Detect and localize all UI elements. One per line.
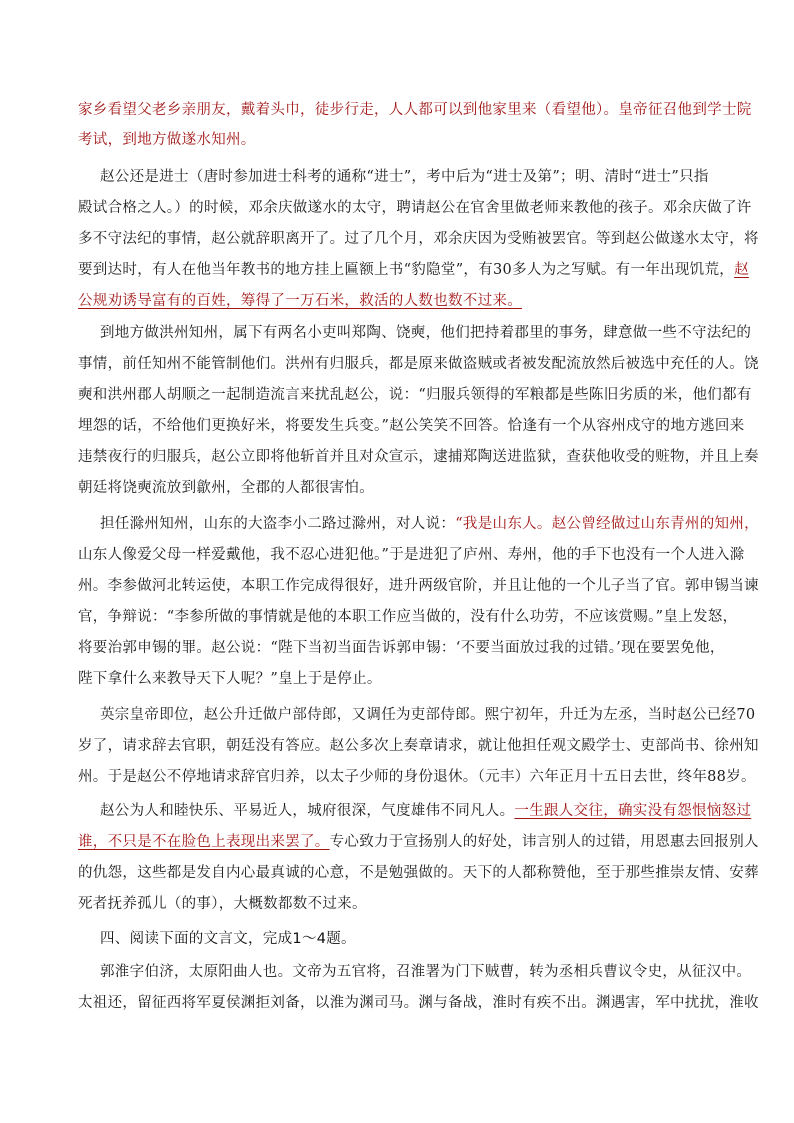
text-line: 赵公还是进士（唐时参加进士科考的通称“进士”，考中后为“进士及第”；明、清时“进士”只指 bbox=[100, 169, 709, 185]
text-line: 多不守法纪的事情，赵公就辞职离开了。过了几个月，邓余庆因为受贿被罢官。等到赵公做遂水太守，将 bbox=[78, 231, 759, 247]
text-line: 郭淮字伯济，太原阳曲人也。文帝为五官将，召淮署为门下贼曹，转为丞相兵曹议令史，从征汉中。 bbox=[100, 964, 752, 980]
text-line: 违禁夜行的归服兵，赵公立即将他斩首并且对众宣示，逮捕郑陶送进监狱，查获他收受的赃物，并且上奏 bbox=[78, 449, 759, 465]
text-line: 殿试合格之人。）的时候，邓余庆做遂水的太守，聘请赵公在官舍里做老师来教他的孩子。邓余庆做了许 bbox=[78, 200, 752, 216]
highlighted-text-run: “我是山东人。赵公曾经做过山东青州的知州， bbox=[455, 516, 759, 532]
text-line bbox=[78, 260, 749, 280]
text-run: 赵公为人和睦快乐、平易近人，城府很深，气度雄伟不同凡人。 bbox=[100, 803, 515, 819]
text-line: 奭和洪州郡人胡顺之一起制造流言来扰乱赵公，说：“归服兵领得的军粮都是些陈旧劣质的米，他们都有 bbox=[78, 387, 752, 403]
highlighted-text-run: 赵 bbox=[734, 262, 749, 278]
text-line: 将要治郭申锡的罪。赵公说：“陛下当初当面告诉郭申锡：‘不要当面放过我的过错。’现在要罢免他， bbox=[78, 640, 725, 656]
text-line: 死者抚养孤儿（的事），大概数都数不过来。 bbox=[78, 896, 367, 912]
section-heading-text: 四、阅读下面的文言文，完成1～4题。 bbox=[100, 931, 356, 947]
text-line: 英宗皇帝即位，赵公升迁做户部侍郎，又调任为吏部侍郎。熙宁初年，升迁为左丞，当时赵公已经70 bbox=[100, 707, 756, 723]
text-line: 官，争辩说：“李参所做的事情就是他的本职工作应当做的，没有什么功劳，不应该赏赐。”皇上发怒， bbox=[78, 609, 738, 625]
text-run: 专心致力于宣扬别人的好处，讳言别人的过错，用恩惠去回报别人 bbox=[329, 834, 759, 850]
text-line: 的仇怨，这些都是发自内心最真诚的心意，不是勉强做的。天下的人都称赞他，至于那些推崇友情、安葬 bbox=[78, 865, 759, 881]
text-line: 岁了，请求辞去官职，朝廷没有答应。赵公多次上奏章请求，就让他担任观文殿学士、吏部尚书、徐州知 bbox=[78, 738, 759, 754]
highlighted-text-run: 谁，不只是不在脸色上表现出来罢了。 bbox=[78, 834, 330, 850]
text-line: 州。李参做河北转运使，本职工作完成得很好，进升两级官阶，并且让他的一个儿子当了官。郭申锡当谏 bbox=[78, 578, 759, 594]
text-line: 太祖还，留征西将军夏侯渊拒刘备，以淮为渊司马。渊与备战，淮时有疾不出。渊遇害，军中扰扰，淮收 bbox=[78, 995, 759, 1011]
text-line bbox=[78, 832, 759, 852]
text-run: 担任滁州知州，山东的大盗李小二路过滁州，对人说： bbox=[100, 516, 456, 532]
text-run: 要到达时，有人在他当年教书的地方挂上匾额上书“豹隐堂”，有30多人为之写赋。有一年出现饥荒， bbox=[78, 262, 735, 278]
text-line: 家乡看望父老乡亲朋友，戴着头巾，徒步行走，人人都可以到他家里来（看望他）。皇帝征召他到学士院 bbox=[78, 102, 752, 118]
text-line: 到地方做洪州知州，属下有两名小吏叫郑陶、饶奭，他们把持着郡里的事务，肆意做一些不守法纪的 bbox=[100, 325, 752, 341]
text-line: 州。于是赵公不停地请求辞官归养，以太子少师的身份退休。（元丰）六年正月十五日去世，终年88岁。 bbox=[78, 769, 756, 785]
text-line bbox=[100, 801, 751, 821]
text-line: 考试，到地方做遂水知州。 bbox=[78, 132, 256, 148]
text-line: 朝廷将饶奭流放到歙州，全郡的人都很害怕。 bbox=[78, 480, 374, 496]
text-line bbox=[100, 514, 759, 534]
text-line: 陛下拿什么来教导天下人呢？”皇上于是停止。 bbox=[78, 671, 382, 687]
text-line: 埋怨的话，不给他们更换好米，将要发生兵变。”赵公笑笑不回答。恰逢有一个从容州戍守的地方逃回来 bbox=[78, 418, 745, 434]
highlighted-text-run: 一生跟人交往，确实没有怨恨恼怒过 bbox=[514, 803, 752, 819]
highlighted-text-line: 公规劝诱导富有的百姓，筹得了一万石米，救活的人数也数不过来。 bbox=[78, 293, 522, 309]
text-line: 事情，前任知州不能管制他们。洪州有归服兵，都是原来做盗贼或者被发配流放然后被选中充任的人。饶 bbox=[78, 356, 759, 372]
text-line: 山东人像爱父母一样爱戴他，我不忍心进犯他。”于是进犯了庐州、寿州，他的手下也没有一个人进入滁 bbox=[78, 547, 745, 563]
